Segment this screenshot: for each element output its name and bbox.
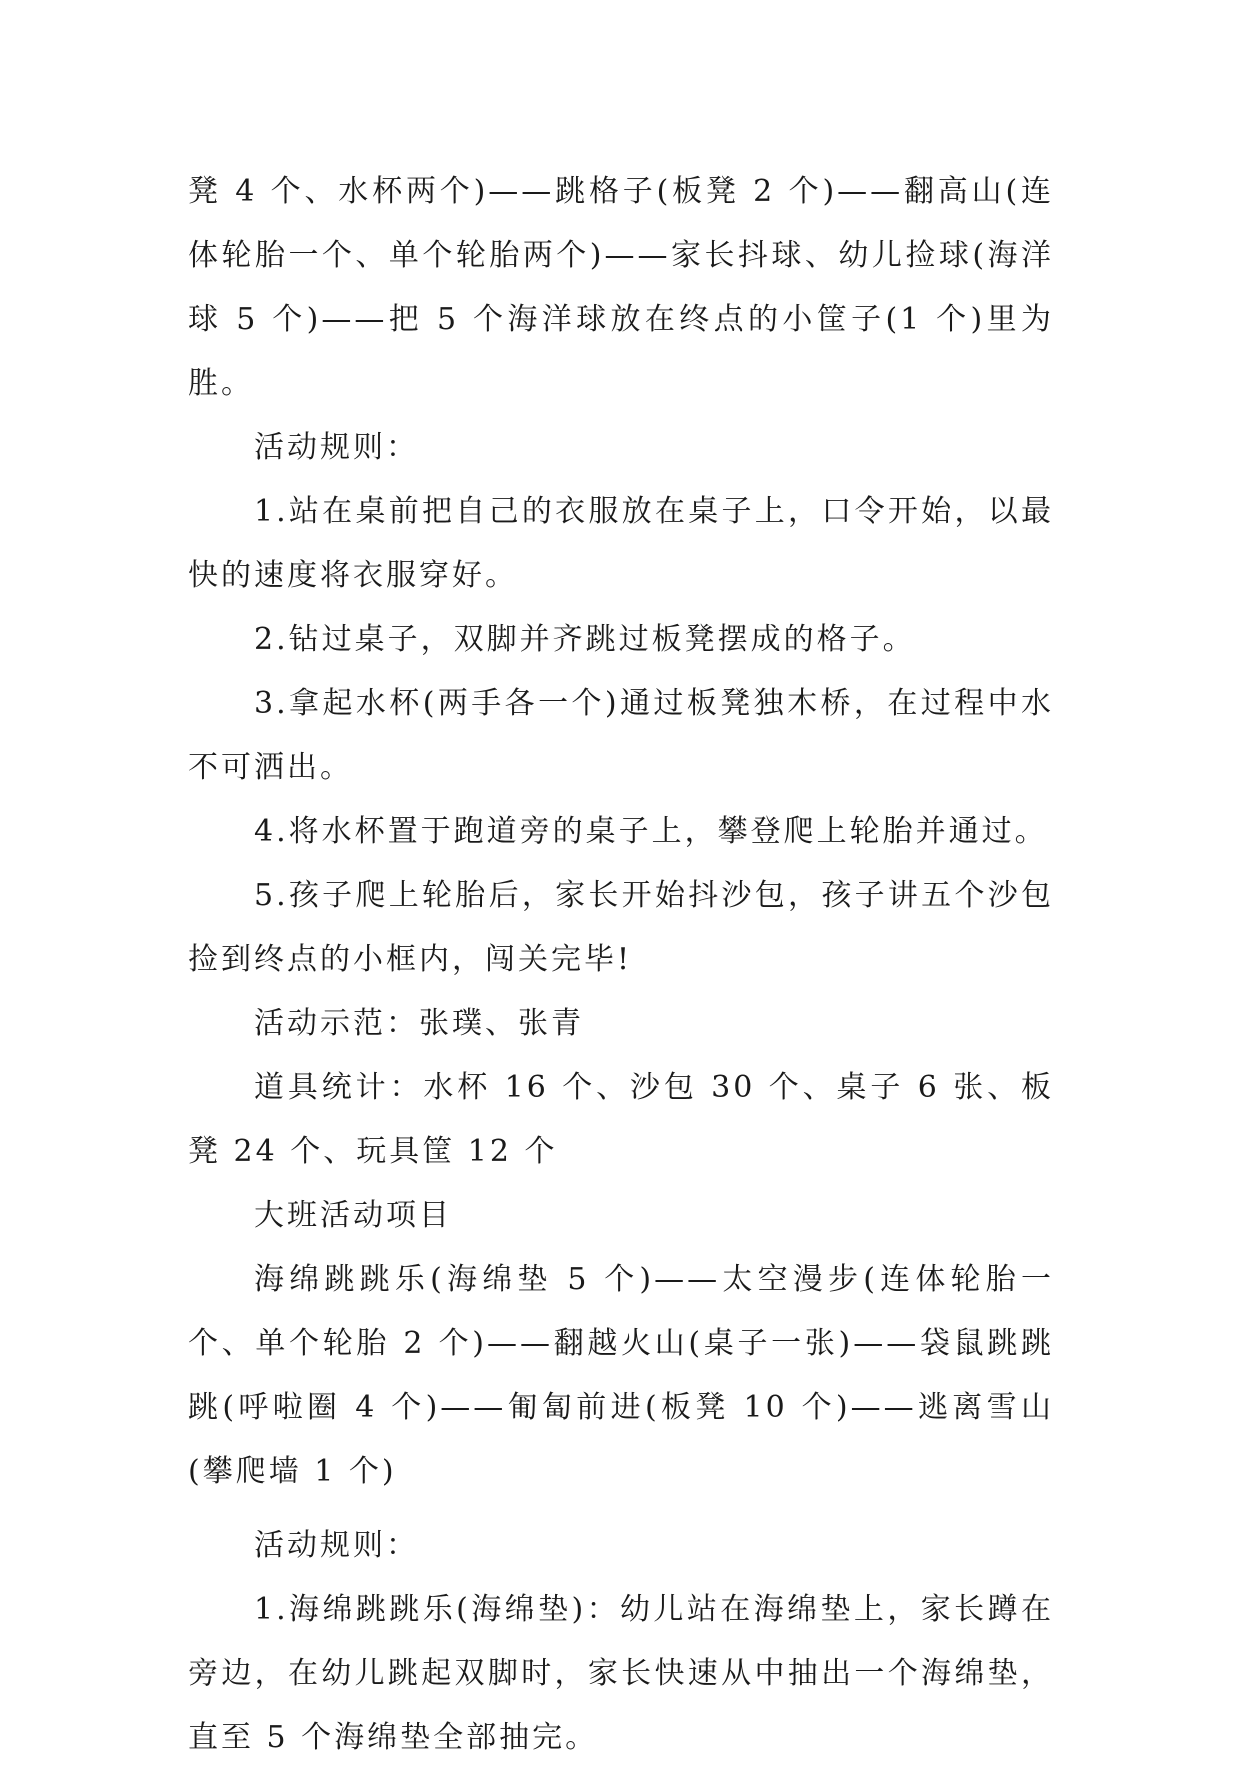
activity-demo: 活动示范：张璞、张青 <box>254 1006 584 1041</box>
rule-item-1: 1.站在桌前把自己的衣服放在桌子上，口令开始，以最快的速度将衣服穿好。 <box>188 494 1054 593</box>
senior-class-items: 海绵跳跳乐(海绵垫 5 个)——太空漫步(连体轮胎一个、单个轮胎 2 个)——翻越火山(桌子一张)——袋鼠跳跳跳(呼啦圈 4 个)——匍匐前进(板凳 10 个)——逃离雪山(攀爬墙 1 个) <box>188 1262 1054 1489</box>
paragraph-equipment-list: 凳 4 个、水杯两个)——跳格子(板凳 2 个)——翻高山(连体轮胎一个、单个轮胎两个)——家长抖球、幼儿捡球(海洋球 5 个)——把 5 个海洋球放在终点的小筐子(1 个)里为胜。 <box>188 174 1054 401</box>
senior-rule-item-1: 1.海绵跳跳乐(海绵垫)：幼儿站在海绵垫上，家长蹲在旁边，在幼儿跳起双脚时，家长快速从中抽出一个海绵垫，直至 5 个海绵垫全部抽完。 <box>188 1592 1054 1755</box>
rule-item-2: 2.钻过桌子，双脚并齐跳过板凳摆成的格子。 <box>254 622 916 657</box>
paragraph-spacer <box>188 1504 1054 1514</box>
heading-activity-rules: 活动规则： <box>254 430 419 465</box>
rule-item-3: 3.拿起水杯(两手各一个)通过板凳独木桥，在过程中水不可洒出。 <box>188 686 1054 785</box>
props-statistics: 道具统计：水杯 16 个、沙包 30 个、桌子 6 张、板凳 24 个、玩具筐 12 个 <box>188 1070 1054 1169</box>
document-body <box>188 160 1054 1770</box>
rule-item-4: 4.将水杯置于跑道旁的桌子上，攀登爬上轮胎并通过。 <box>254 814 1048 849</box>
heading-activity-rules-senior: 活动规则： <box>254 1528 419 1563</box>
rule-item-5: 5.孩子爬上轮胎后，家长开始抖沙包，孩子讲五个沙包捡到终点的小框内，闯关完毕! <box>188 878 1054 977</box>
section-title-senior-class: 大班活动项目 <box>254 1198 452 1233</box>
